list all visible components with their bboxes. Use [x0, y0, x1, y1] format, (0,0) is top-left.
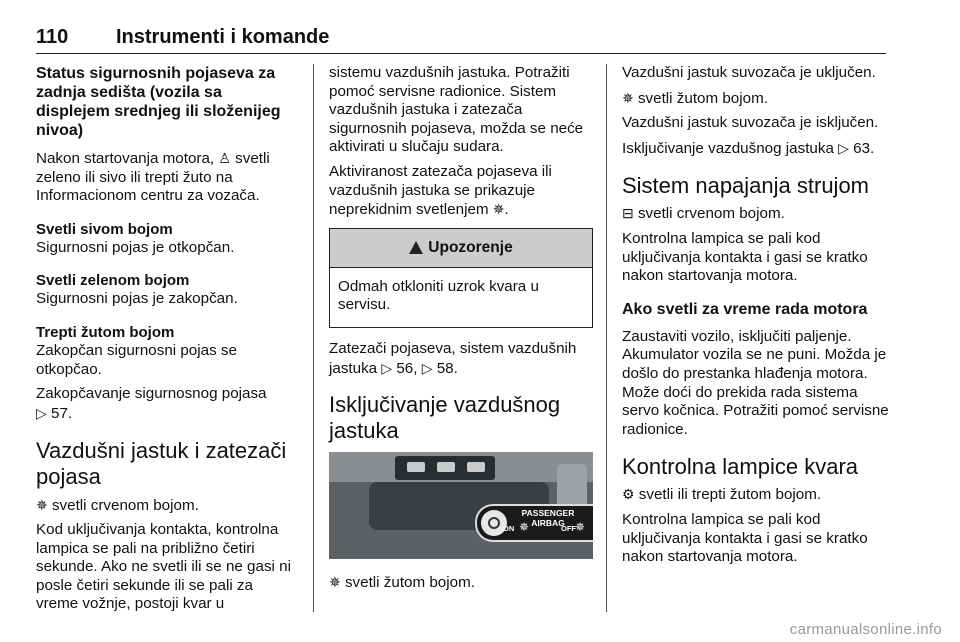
paragraph-airbag-red: ✵ svetli crvenom bojom.	[36, 497, 199, 515]
paragraph-airbag-off-yellow: ✵ svetli žutom bojom.	[329, 574, 475, 592]
subheading-green: Svetli zelenom bojom	[36, 272, 190, 290]
column-left	[36, 64, 298, 614]
watermark: carmanualsonline.info	[789, 621, 942, 638]
section-heading-rear-belts: Status sigurnosnih pojaseva za zadnja sedišta (vozila sa displejem srednjeg ili složenijeg nivoa)	[36, 65, 281, 139]
seatbelt-icon: ♙	[218, 150, 231, 166]
warning-box	[329, 228, 593, 328]
column-right	[622, 64, 890, 567]
paragraph-intro: Nakon startovanja motora, ♙ svetli zeleno ili sivo ili trepti žuto na Informacionom centru za vozača.	[36, 150, 270, 205]
airbag-off-icon: ✵	[329, 574, 341, 591]
column-middle	[329, 64, 593, 593]
section-heading-airbag: Vazdušni jastuk i zatezači pojasa	[36, 438, 287, 490]
paragraph-charging-desc: Kontrolna lampica se pali kod uključivanja kontakta i gasi se kratko nakon startovanja motora.	[622, 229, 868, 285]
paragraph-airbag-continued: sistemu vazdušnih jastuka. Potražiti pomoć servisne radionice. Sistem vazdušnih jastuka i zatezača sigurnosnih pojaseva, možda se neće aktivirati u slučaju sudara.	[329, 64, 584, 156]
paragraph-green: Sigurnosni pojas je zakopčan.	[36, 290, 238, 308]
column-divider	[313, 64, 314, 612]
airbag-icon: ✵	[492, 201, 505, 218]
warning-triangle-icon	[409, 241, 423, 254]
paragraph-yellow: Zakopčan sigurnosni pojas se otkopčao.	[36, 341, 237, 378]
paragraph-deact-ref: Isključivanje vazdušnog jastuka ▷ 63.	[622, 139, 875, 157]
page-reference-arrow-icon: ▷	[381, 359, 393, 376]
battery-icon: ⊟	[622, 205, 634, 222]
photo-label-off: OFF	[561, 524, 576, 534]
photo-button	[437, 462, 455, 472]
airbag-off-icon: ✵	[622, 89, 634, 106]
photo-label-on: ON	[503, 524, 515, 534]
paragraph-airbag-off-lamp: ✵ svetli žutom bojom.	[622, 89, 768, 107]
paragraph-fasten: Zakopčavanje sigurnosnog pojasa ▷ 57.	[36, 385, 267, 422]
page-reference-arrow-icon: ▷	[838, 139, 849, 156]
subheading-grey: Svetli sivom bojom	[36, 220, 173, 238]
photo-label-title: PASSENGER AIRBAG	[521, 508, 575, 529]
warning-title: Upozorenje	[428, 238, 513, 256]
airbag-icon: ✵	[519, 520, 530, 535]
page-reference-arrow-icon: ▷	[421, 359, 433, 376]
paragraph-activated: Aktiviranost zatezača pojaseva ili vazdušnih jastuka se prikazuje neprekidnim svetlenjem ✵.	[329, 162, 552, 219]
paragraph-mil-state: ⚙ svetli ili trepti žutom bojom.	[622, 486, 822, 504]
section-heading-deactivation: Isključivanje vazdušnog jastuka	[329, 392, 561, 444]
subheading-yellow: Trepti žutom bojom	[36, 323, 175, 341]
section-heading-charging: Sistem napajanja strujom	[622, 173, 870, 199]
column-divider	[606, 64, 607, 612]
warning-body	[330, 268, 592, 327]
paragraph-refs: Zatezači pojaseva, sistem vazdušnih jastuka ▷ 56, ▷ 58.	[329, 339, 577, 377]
subheading-while-running: Ako svetli za vreme rada motora	[622, 300, 868, 318]
photo-button	[407, 462, 425, 472]
section-heading-malfunction: Kontrolna lampice kvara	[622, 454, 859, 480]
warning-header	[330, 229, 592, 268]
paragraph-mil-desc: Kontrolna lampica se pali kod uključivanja kontakta i gasi se kratko nakon startovanja motora.	[622, 510, 868, 566]
page-number: 110	[36, 26, 69, 48]
paragraph-grey: Sigurnosni pojas je otkopčan.	[36, 238, 235, 256]
airbag-icon: ✵	[36, 497, 48, 514]
passenger-airbag-photo	[329, 452, 593, 559]
paragraph-airbag-off: Vazdušni jastuk suvozača je isključen.	[622, 114, 879, 132]
paragraph-while-running: Zaustaviti vozilo, isključiti paljenje. Akumulator vozila se ne puni. Možda je došlo do prestanka hlađenja motora. Može doći do prekida rada sistema servo kočnica. Potražiti pomoć servisne radionice.	[622, 327, 889, 438]
paragraph-charging-red: ⊟ svetli crvenom bojom.	[622, 205, 785, 223]
airbag-off-icon: ✵	[575, 520, 586, 535]
paragraph-airbag-on: Vazdušni jastuk suvozača je uključen.	[622, 64, 876, 81]
page-reference-arrow-icon: ▷	[36, 404, 47, 421]
chapter-title: Instrumenti i komande	[116, 26, 330, 48]
warning-text: Odmah otkloniti uzrok kvara u servisu.	[338, 277, 539, 314]
engine-icon: ⚙	[622, 486, 635, 503]
photo-button	[467, 462, 485, 472]
paragraph-airbag-desc: Kod uključivanja kontakta, kontrolna lampica se pali na približno četiri sekunde. Ako ne svetli ili se ne gasi ni posle četiri sekunde ili se pali za vreme vožnje, postoji kvar u	[36, 520, 291, 613]
page-header	[36, 20, 886, 54]
